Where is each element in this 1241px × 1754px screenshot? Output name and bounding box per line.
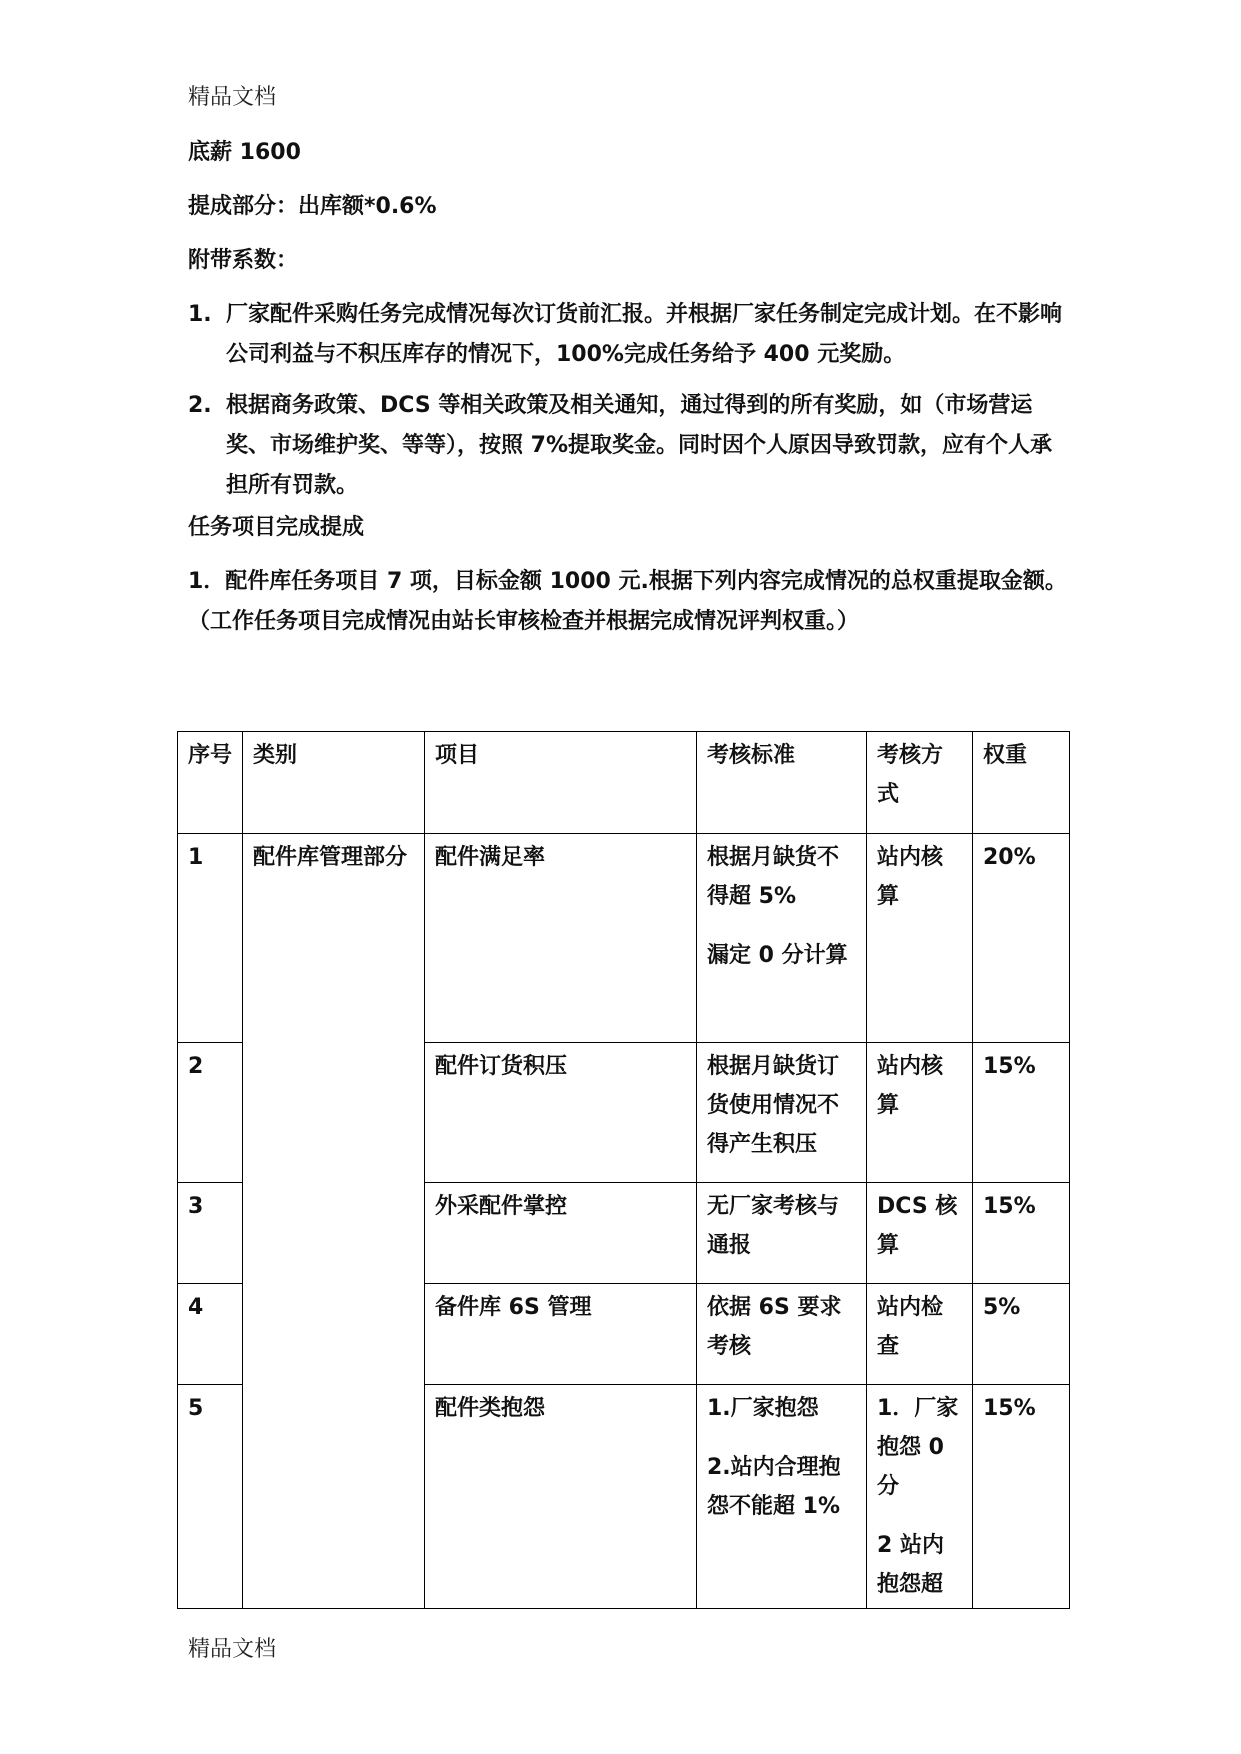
- method-text: 站内核算: [877, 1054, 944, 1118]
- header-cell: 考核方式: [867, 732, 973, 834]
- table-row: [178, 834, 1070, 1043]
- weight-cell: 15%: [973, 1183, 1070, 1284]
- task-description: 1．配件库任务项目 7 项，目标金额 1000 元.根据下列内容完成情况的总权重提取金额。（工作任务项目完成情况由站长审核检查并根据完成情况评判权重。）: [188, 569, 1067, 634]
- method-text: 2 站内抱怨超: [877, 1533, 944, 1597]
- weight-cell: 15%: [973, 1385, 1070, 1609]
- page-header: 精品文档: [188, 85, 277, 110]
- list-number: 2.: [188, 393, 212, 418]
- list-text: 根据商务政策、DCS 等相关政策及相关通知，通过得到的所有奖励，如（市场营运奖、市场维护奖、等等），按照 7%提取奖金。同时因个人原因导致罚款，应有个人承担所有罚款。: [226, 393, 1053, 498]
- method-cell: [867, 1043, 973, 1183]
- method-text: 1．厂家抱怨 0 分: [877, 1396, 959, 1499]
- base-salary: 底薪 1600: [188, 140, 301, 165]
- standard-text: 根据月缺货订货使用情况不得产生积压: [707, 1054, 840, 1157]
- method-text: 站内核算: [877, 845, 944, 909]
- standard-cell: [697, 1043, 867, 1183]
- row-number: 4: [178, 1284, 243, 1385]
- commission-line: 提成部分：出库额*0.6%: [188, 194, 437, 219]
- header-cell: 考核标准: [697, 732, 867, 834]
- item-cell: 配件类抱怨: [425, 1385, 697, 1609]
- standard-text: 根据月缺货不得超 5%: [707, 845, 840, 909]
- standard-cell: [697, 1284, 867, 1385]
- item-cell: 外采配件掌控: [425, 1183, 697, 1284]
- header-cell: 项目: [425, 732, 697, 834]
- standard-cell: [697, 1183, 867, 1284]
- method-text: 站内检查: [877, 1295, 944, 1359]
- method-cell: [867, 1385, 973, 1609]
- standard-text: 1.厂家抱怨: [707, 1396, 819, 1421]
- item-cell: 备件库 6S 管理: [425, 1284, 697, 1385]
- standard-text: 2.站内合理抱怨不能超 1%: [707, 1455, 841, 1519]
- weight-cell: 20%: [973, 834, 1070, 1043]
- row-number: 2: [178, 1043, 243, 1183]
- row-number: 5: [178, 1385, 243, 1609]
- method-text: DCS 核算: [877, 1194, 958, 1258]
- standard-cell: [697, 834, 867, 1043]
- item-cell: 配件满足率: [425, 834, 697, 1043]
- list-text: 厂家配件采购任务完成情况每次订货前汇报。并根据厂家任务制定完成计划。在不影响公司利益与不积压库存的情况下，100%完成任务给予 400 元奖励。: [226, 302, 1063, 367]
- header-cell: 权重: [973, 732, 1070, 834]
- page-footer: 精品文档: [188, 1637, 277, 1662]
- table-header-row: [178, 732, 1070, 834]
- header-cell: 类别: [243, 732, 425, 834]
- standard-text: 依据 6S 要求考核: [707, 1295, 842, 1359]
- task-title: 任务项目完成提成: [188, 515, 365, 540]
- coefficient-title: 附带系数：: [188, 248, 299, 273]
- list-item: [188, 295, 1068, 375]
- standard-text: 无厂家考核与通报: [707, 1194, 840, 1258]
- list-number: 1.: [188, 302, 212, 327]
- weight-cell: 5%: [973, 1284, 1070, 1385]
- method-cell: [867, 1284, 973, 1385]
- item-cell: 配件订货积压: [425, 1043, 697, 1183]
- row-number: 1: [178, 834, 243, 1043]
- standard-text: 漏定 0 分计算: [707, 943, 848, 968]
- row-number: 3: [178, 1183, 243, 1284]
- category-cell: 配件库管理部分: [243, 834, 425, 1609]
- standard-cell: [697, 1385, 867, 1609]
- method-cell: [867, 1183, 973, 1284]
- method-cell: [867, 834, 973, 1043]
- list-item: [188, 386, 1068, 506]
- header-cell: 序号: [178, 732, 243, 834]
- kpi-table: [177, 731, 1070, 1609]
- weight-cell: 15%: [973, 1043, 1070, 1183]
